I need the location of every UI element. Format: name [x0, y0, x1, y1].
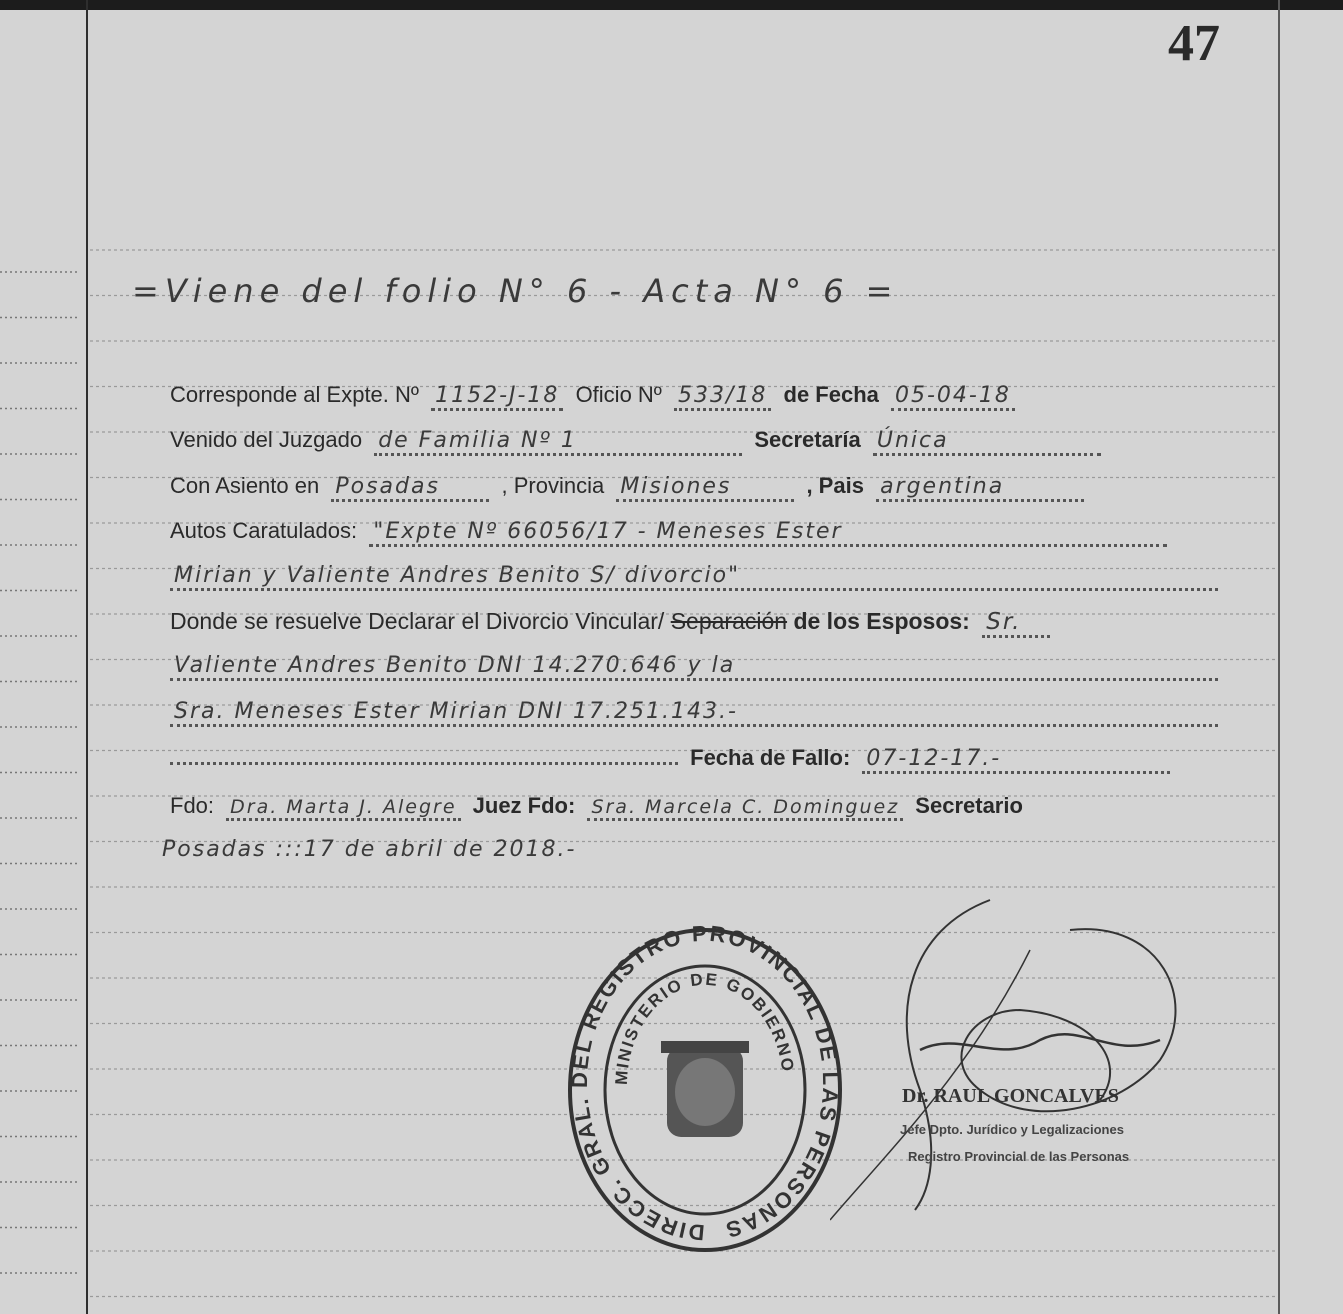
left-margin-line	[86, 0, 88, 1314]
fdo-label: Fdo:	[170, 793, 215, 818]
esposo-1-row	[170, 652, 1224, 681]
separacion-label: Separación	[670, 608, 788, 634]
signatory-org: Registro Provincial de las Personas	[908, 1149, 1130, 1164]
secretaria-value: Única	[873, 428, 1101, 456]
esposos-prefix: Sr.	[982, 609, 1050, 638]
fallo-value: 07-12-17.-	[862, 746, 1170, 774]
esposo-2-row	[170, 698, 1224, 727]
expte-row	[170, 382, 1021, 411]
donde-label: Donde se resuelve Declarar el Divorcio Vincular/	[170, 608, 665, 634]
signatory-name: Dr. RAUL GONCALVES	[902, 1085, 1119, 1107]
juzgado-value: de Familia Nº 1	[374, 428, 742, 456]
secretario-label: Secretario	[915, 793, 1023, 818]
esposo-1-value: Valiente Andres Benito DNI 14.270.646 y la	[170, 653, 1218, 681]
pais-label: , Pais	[806, 473, 864, 498]
lugar-fecha: Posadas :::17 de abril de 2018.-	[162, 837, 577, 862]
asiento-value: Posadas	[331, 474, 489, 502]
fallo-leader	[170, 762, 678, 765]
asiento-label: Con Asiento en	[170, 473, 320, 498]
provincia-label: , Provincia	[501, 473, 605, 498]
donde-row	[170, 608, 1056, 638]
autos-row	[170, 518, 1173, 547]
fallo-label: Fecha de Fallo:	[690, 745, 851, 770]
autos-row-2	[170, 562, 1224, 591]
oficio-value: 533/18	[674, 383, 771, 411]
header-note: =Viene del folio N° 6 - Acta N° 6 =	[132, 272, 899, 310]
secretaria-label: Secretaría	[754, 427, 861, 452]
secretario-value: Sra. Marcela C. Dominguez	[587, 796, 903, 821]
fdo-row	[170, 793, 1023, 821]
lugar-fecha-row	[162, 836, 576, 862]
autos-value-2: Mirian y Valiente Andres Benito S/ divorcio"	[170, 563, 1218, 591]
juez-label: Juez Fdo:	[472, 793, 576, 818]
coat-of-arms-icon	[661, 1041, 749, 1137]
asiento-row	[170, 473, 1090, 502]
top-edge-bar	[0, 0, 1343, 10]
right-margin-line	[1278, 0, 1280, 1314]
juez-value: Dra. Marta J. Alegre	[226, 796, 460, 821]
pais-value: argentina	[876, 474, 1084, 502]
page-number: 47	[1168, 15, 1220, 72]
juzgado-row	[170, 427, 1107, 456]
expte-value: 1152-J-18	[431, 383, 563, 411]
autos-label: Autos Caratulados:	[170, 518, 358, 543]
expte-label: Corresponde al Expte. Nº	[170, 382, 419, 407]
oficio-label: Oficio Nº	[575, 382, 662, 407]
juzgado-label: Venido del Juzgado	[170, 427, 363, 452]
stamp-outer-text: DIRECC. GRAL. DEL REGISTRO PROVINCIAL DE LAS PERSONAS	[566, 925, 844, 1246]
esposo-2-value: Sra. Meneses Ester Mirian DNI 17.251.143.-	[170, 699, 1218, 727]
autos-value-1: "Expte Nº 66056/17 - Meneses Ester	[369, 519, 1167, 547]
provincia-value: Misiones	[616, 474, 794, 502]
stamp-inner-text: MINISTERIO DE GOBIERNO	[611, 969, 798, 1086]
fecha-label: de Fecha	[783, 382, 879, 407]
fallo-row	[170, 745, 1176, 774]
signatory-role: Jefe Dpto. Jurídico y Legalizaciones	[900, 1122, 1124, 1137]
esposos-label: de los Esposos:	[793, 608, 970, 634]
official-stamp	[565, 925, 845, 1255]
signature-scribble	[830, 890, 1210, 1230]
fecha-value: 05-04-18	[891, 383, 1015, 411]
